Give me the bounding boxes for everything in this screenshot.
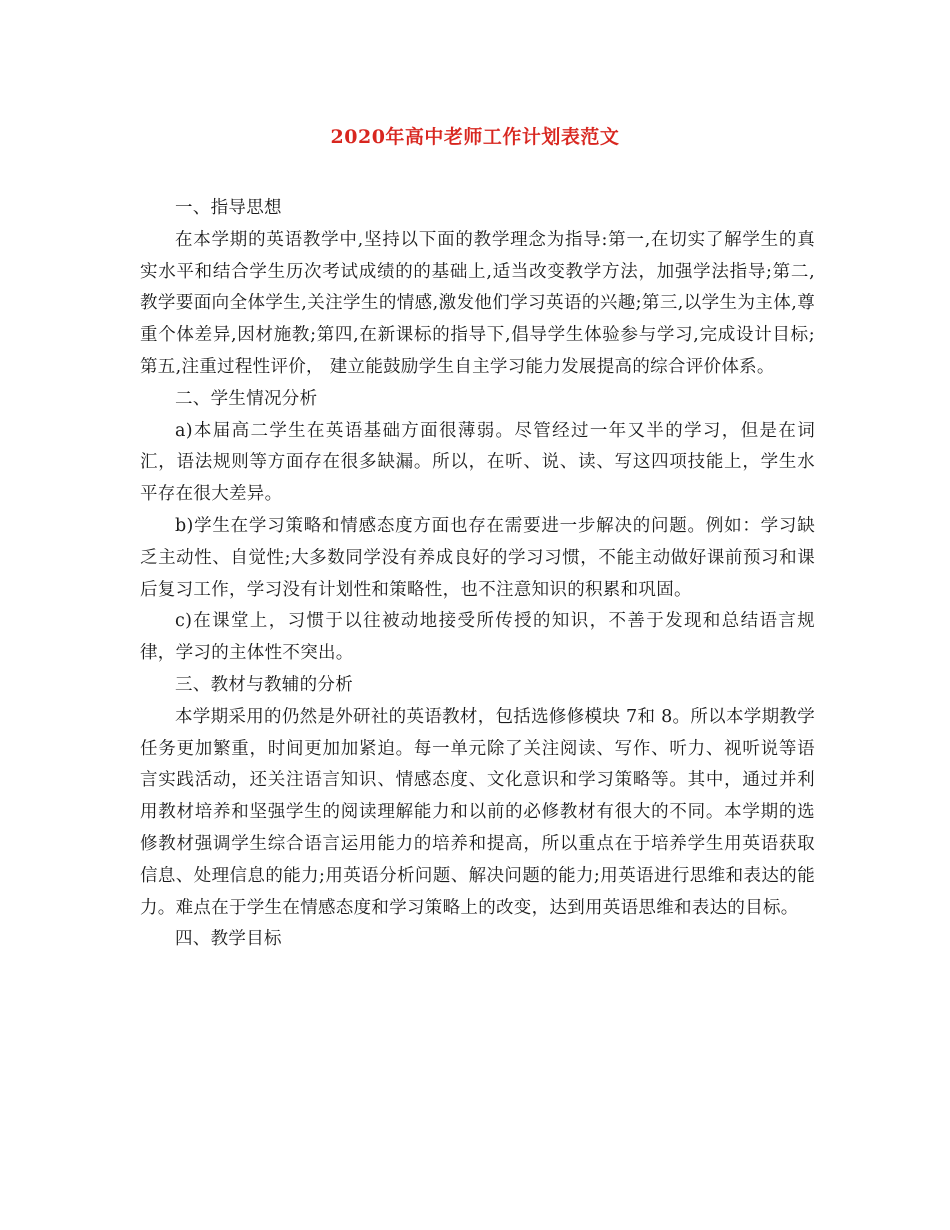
- paragraph-student-analysis-c: c)在课堂上，习惯于以往被动地接受所传授的知识，不善于发现和总结语言规律，学习的主体性不突出。: [140, 611, 815, 664]
- document-title: 2020年高中老师工作计划表范文: [330, 126, 620, 148]
- paragraph-textbook-analysis: 本学期采用的仍然是外研社的英语教材，包括选修修模块 7和 8。所以本学期教学任务更加繁重，时间更加加紧迫。每一单元除了关注阅读、写作、听力、视听说等语言实践活动，还关注语言知识、情感态度、文化意识和学习策略等。其中，通过并利用教材培养和坚强学生的阅读理解能力和以前的必修教材有很大的不同。本学期的选修教材强调学生综合语言运用能力的培养和提高，所以重点在于培养学生用英语获取信息、处理信息的能力;用英语分析问题、解决问题的能力;用英语进行思维和表达的能力。难点在于学生在情感态度和学习策略上的改变，达到用英语思维和表达的目标。: [140, 706, 815, 918]
- paragraph-student-analysis-b: b)学生在学习策略和情感态度方面也存在需要进一步解决的问题。例如：学习缺乏主动性、自觉性;大多数同学没有养成良好的学习习惯，不能主动做好课前预习和课后复习工作，学习没有计划性和策略性，也不注意知识的积累和巩固。: [140, 515, 815, 600]
- paragraph-guiding-ideology: 在本学期的英语教学中,坚持以下面的教学理念为指导:第一,在切实了解学生的真实水平和结合学生历次考试成绩的的基础上,适当改变教学方法，加强学法指导;第二,教学要面向全体学生,关注学生的情感,激发他们学习英语的兴趣;第三,以学生为主体,尊重个体差异,因材施教;第四,在新课标的指导下,倡导学生体验参与学习,完成设计目标;第五,注重过程性评价， 建立能鼓励学生自主学习能力发展提高的综合评价体系。: [140, 229, 815, 377]
- section-heading-teaching-goals: 四、教学目标: [175, 929, 282, 950]
- section-heading-textbook-analysis: 三、教材与教辅的分析: [175, 674, 353, 695]
- section-heading-guiding-ideology: 一、指导思想: [175, 198, 282, 218]
- document-body: [140, 193, 815, 956]
- paragraph-student-analysis-a: a)本届高二学生在英语基础方面很薄弱。尽管经过一年又半的学习，但是在词汇，语法规则等方面存在很多缺漏。所以，在听、说、读、写这四项技能上，学生水平存在很大差异。: [140, 420, 815, 505]
- section-heading-student-analysis: 二、学生情况分析: [175, 388, 318, 409]
